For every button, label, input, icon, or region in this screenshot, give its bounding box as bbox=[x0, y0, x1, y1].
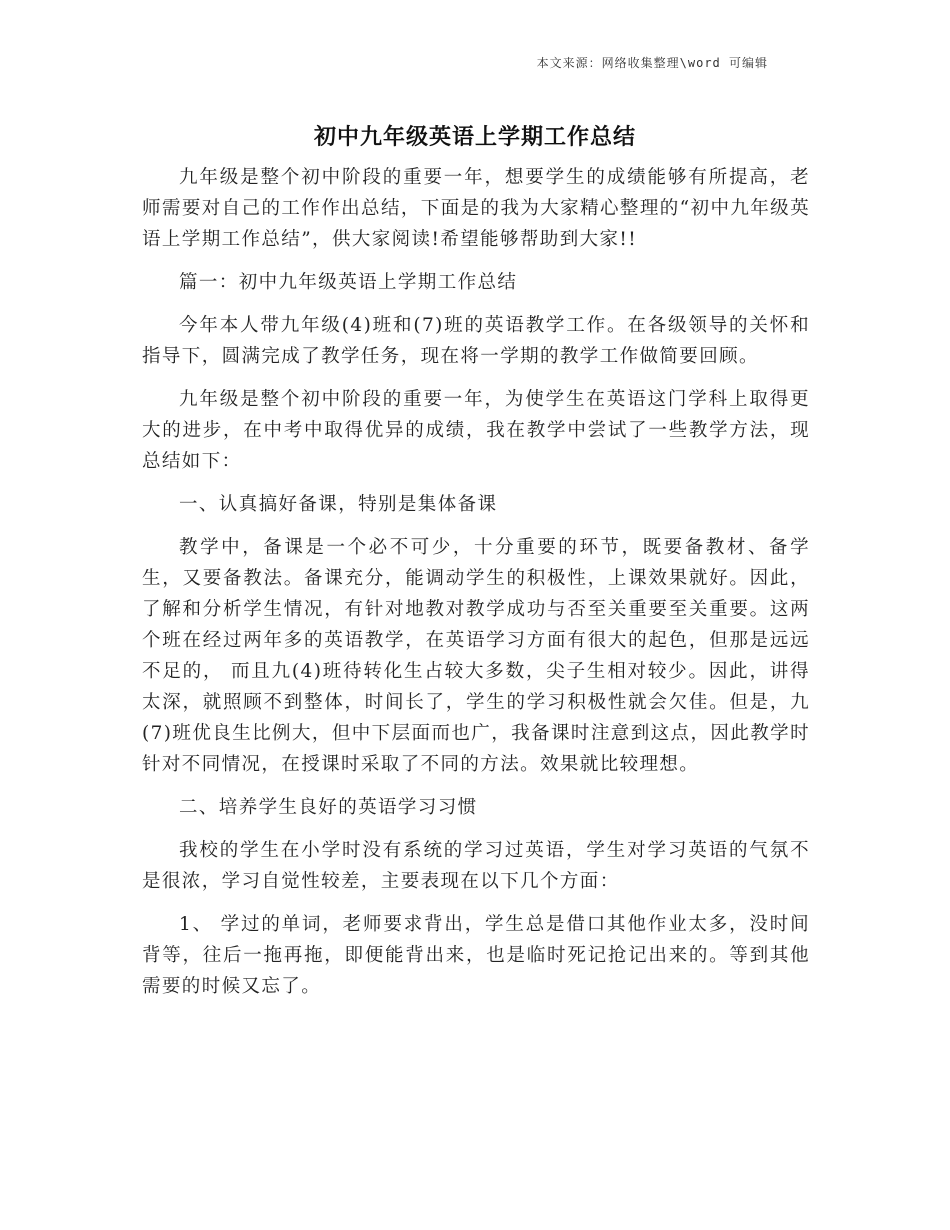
section-heading: 篇一：初中九年级英语上学期工作总结 bbox=[179, 272, 518, 293]
list-item: 1、 学过的单词，老师要求背出，学生总是借口其他作业太多，没时间背等，往后一拖再拖，即便能背出来，也是临时死记抢记出来的。等到其他需要的时候又忘了。 bbox=[142, 914, 810, 997]
body-paragraph: 九年级是整个初中阶段的重要一年，为使学生在英语这门学科上取得更大的进步，在中考中取得优异的成绩，我在教学中尝试了一些教学方法，现总结如下： bbox=[142, 389, 810, 472]
subsection-heading: 一、认真搞好备课，特别是集体备课 bbox=[179, 494, 498, 515]
document-body bbox=[142, 162, 810, 1014]
body-paragraph: 今年本人带九年级(4)班和(7)班的英语教学工作。在各级领导的关怀和指导下，圆满完成了教学任务，现在将一学期的教学工作做简要回顾。 bbox=[142, 315, 810, 367]
subsection-heading: 二、培养学生良好的英语学习习惯 bbox=[179, 797, 478, 818]
body-paragraph: 教学中，备课是一个必不可少，十分重要的环节，既要备教材、备学生，又要备教法。备课充分，能调动学生的积极性，上课效果就好。因此，了解和分析学生情况，有针对地教对教学成功与否至关重要至关重要。这两个班在经过两年多的英语教学，在英语学习方面有很大的起色，但那是远远不足的， 而且九(4)班待转化生占较大多数，尖子生相对较少。因此，讲得太深，就照顾不到整体，时间长了，学生的学习积极性就会欠佳。但是，九(7)班优良生比例大，但中下层面而也广，我备课时注意到这点，因此教学时针对不同情况，在授课时采取了不同的方法。效果就比较理想。 bbox=[142, 537, 810, 775]
document-title: 初中九年级英语上学期工作总结 bbox=[313, 125, 636, 150]
body-paragraph: 我校的学生在小学时没有系统的学习过英语，学生对学习英语的气氛不是很浓，学习自觉性较差，主要表现在以下几个方面： bbox=[142, 840, 810, 892]
intro-paragraph: 九年级是整个初中阶段的重要一年，想要学生的成绩能够有所提高，老师需要对自己的工作作出总结，下面是的我为大家精心整理的“初中九年级英语上学期工作总结”，供大家阅读!希望能够帮助到大家!! bbox=[142, 167, 810, 250]
source-note: 本文来源：网络收集整理\word 可编辑 bbox=[536, 56, 768, 70]
